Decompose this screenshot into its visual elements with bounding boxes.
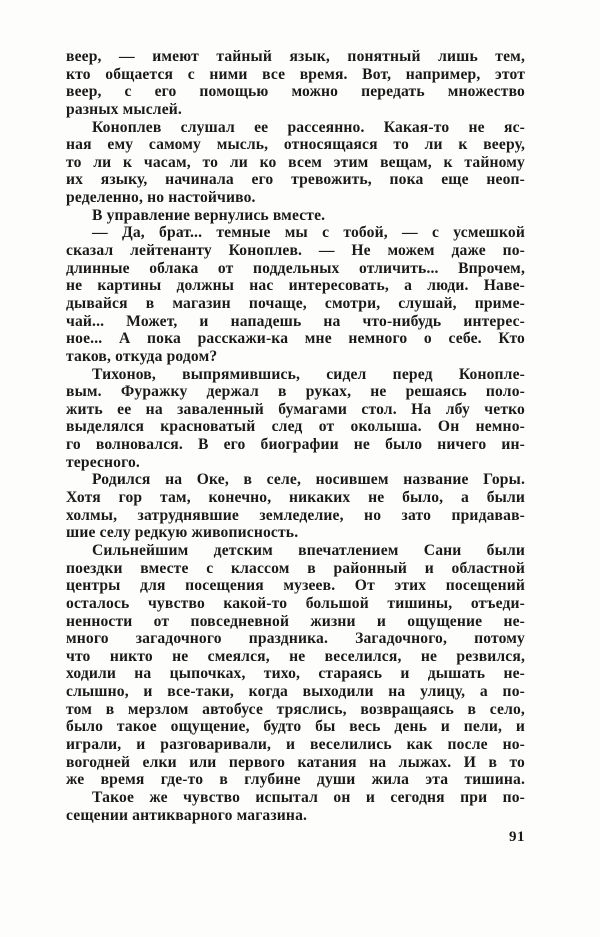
text-line: ределенно, но настойчиво. xyxy=(66,189,256,207)
text-line: их языку, начинала его тревожить, пока еще неоп- xyxy=(66,171,525,189)
text-line: играли, и разговаривали, и веселились как после но- xyxy=(66,735,525,753)
paragraph xyxy=(66,542,525,789)
text-line: Сильнейшим детским впечатлением Сани были xyxy=(92,541,525,559)
paragraph xyxy=(66,366,525,472)
text-line: В управление вернулись вместе. xyxy=(92,206,326,224)
page-number: 91 xyxy=(509,829,525,845)
text-line: Тихонов, выпрямившись, сидел перед Конопле- xyxy=(92,365,525,383)
text-line: Хотя гор там, конечно, никаких не было, а были xyxy=(66,489,525,507)
text-line: вогодней елки или первого катания на лыжах. И в то xyxy=(66,753,525,771)
text-block xyxy=(66,48,525,824)
text-line: было такое ощущение, будто бы весь день и пели, и xyxy=(66,718,525,736)
text-line: Коноплев слушал ее рассеянно. Какая-то не яс- xyxy=(92,118,525,136)
text-line: ненности от повседневной жизни и ощущение не- xyxy=(66,612,525,630)
text-line: веер, с его помощью можно передать множество xyxy=(66,83,525,101)
text-line: много загадочного праздника. Загадочного, потому xyxy=(66,630,525,648)
text-line: тересного. xyxy=(66,453,140,471)
text-line: то ли к часам, то ли ко всем этим вещам, к тайному xyxy=(66,153,525,171)
text-line: ходили на цыпочках, тихо, стараясь и дышать не- xyxy=(66,665,525,683)
text-line: кто общается с ними все время. Вот, например, этот xyxy=(66,65,525,83)
text-line: таков, откуда родом? xyxy=(66,347,218,365)
text-line: вым. Фуражку держал в руках, не решаясь поло- xyxy=(66,383,525,401)
text-line: центры для посещения музеев. От этих посещений xyxy=(66,577,525,595)
text-line: шие селу редкую живописность. xyxy=(66,524,299,542)
text-line: что никто не смеялся, не веселился, не резвился, xyxy=(66,647,525,665)
text-line: длинные облака от поддельных отличить... Впрочем, xyxy=(66,259,525,277)
text-line: ная ему самому мысль, относящаяся то ли к вееру, xyxy=(66,136,525,154)
text-line: сещении антикварного магазина. xyxy=(66,806,308,824)
paragraph xyxy=(66,48,525,119)
text-line: осталось чувство какой-то большой тишины, отъеди- xyxy=(66,594,525,612)
text-line: выделялся красноватый след от околыша. Он немно- xyxy=(66,418,525,436)
text-line: разных мыслей. xyxy=(66,100,182,118)
text-line: же время где-то в глубине души жила эта тишина. xyxy=(66,771,525,789)
paragraph xyxy=(66,119,525,207)
paragraph xyxy=(66,224,525,365)
text-line: — Да, брат... темные мы с тобой, — с усмешкой xyxy=(92,224,525,242)
text-line: Родился на Оке, в селе, носившем название Горы. xyxy=(92,471,525,489)
text-line: слышно, и все-таки, когда выходили на улицу, а по- xyxy=(66,683,525,701)
text-line: сказал лейтенанту Коноплев. — Не можем даже по- xyxy=(66,242,525,260)
paragraph xyxy=(66,471,525,542)
text-line: дывайся в магазин почаще, смотри, слушай, приме- xyxy=(66,294,525,312)
text-line: жить ее на заваленный бумагами стол. На лбу четко xyxy=(66,400,525,418)
paragraph xyxy=(66,207,525,225)
text-line: том в мерзлом автобусе тряслись, возвращаясь в село, xyxy=(66,700,525,718)
text-line: веер, — имеют тайный язык, понятный лишь тем, xyxy=(66,48,525,65)
text-line: не картины должны нас интересовать, а люди. Наве- xyxy=(66,277,525,295)
text-line: поездки вместе с классом в районный и областной xyxy=(66,559,525,577)
text-line: чай... Может, и нападешь на что-нибудь интерес- xyxy=(66,312,525,330)
paragraph xyxy=(66,789,525,824)
text-line: холмы, затруднявшие земледелие, но зато придавав- xyxy=(66,506,525,524)
text-line: Такое же чувство испытал он и сегодня при по- xyxy=(92,788,525,806)
text-line: го волновался. В его биографии не было ничего ин- xyxy=(66,436,525,454)
text-line: ное... А пока расскажи-ка мне немного о себе. Кто xyxy=(66,330,525,348)
